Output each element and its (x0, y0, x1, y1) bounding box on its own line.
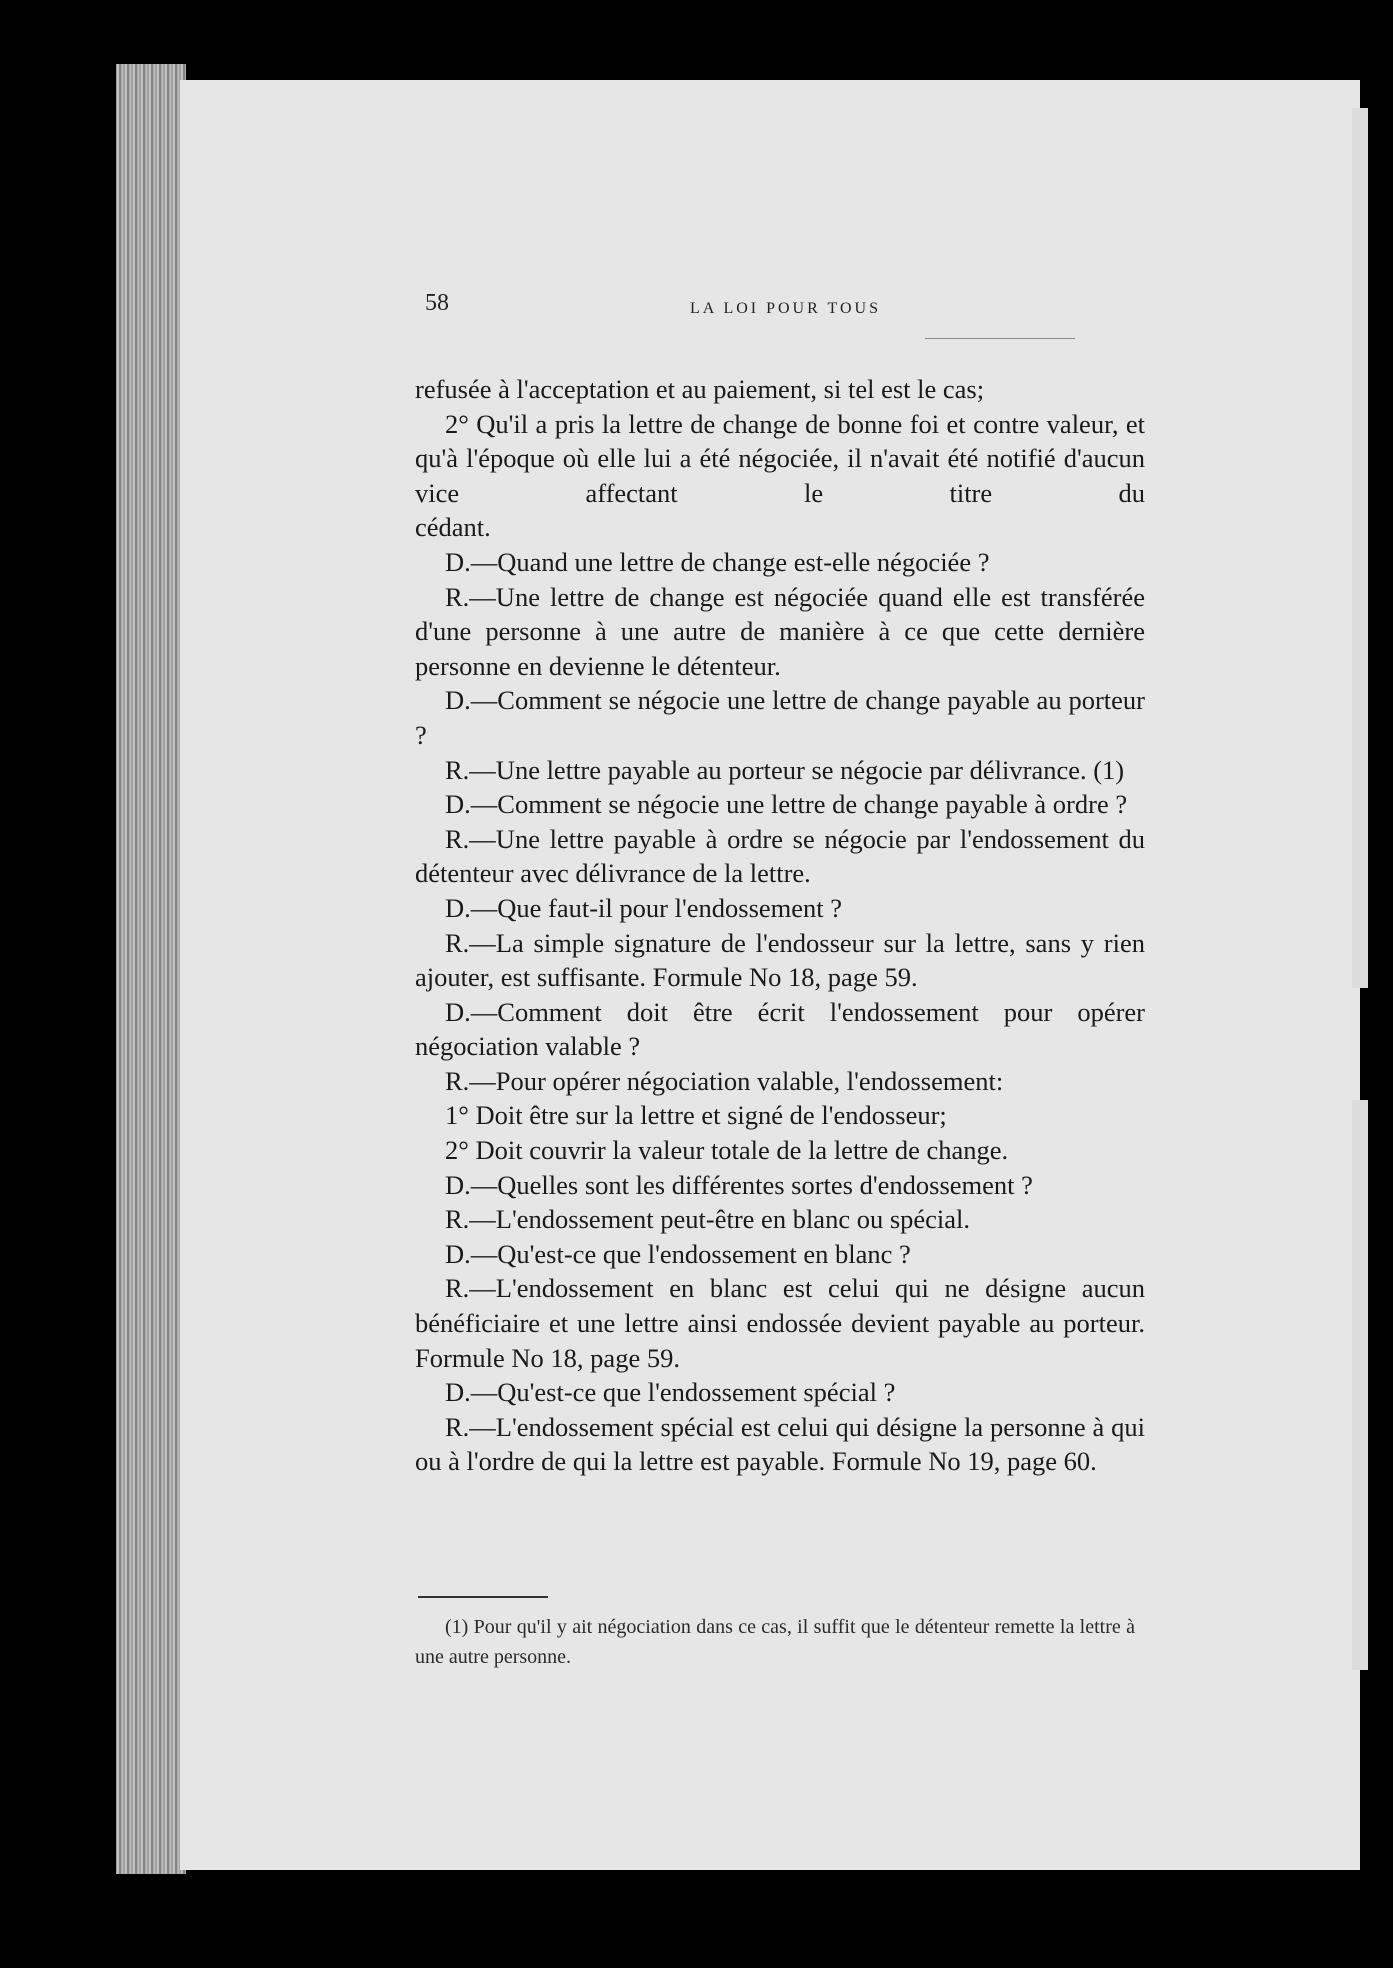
facing-page-edge-bottom (1352, 1100, 1368, 1670)
answer: R.—Une lettre payable au porteur se négocie par délivrance. (1) (445, 754, 1125, 785)
paragraph: cédant. (415, 512, 491, 543)
book-page-edges (116, 64, 186, 1874)
answer: R.—L'endossement en blanc est celui qui ne désigne aucun bénéficiaire et une lettre ainsi endossée devient payable au porteur. Formule No 18, page 59. (415, 1273, 1145, 1373)
question: D.—Comment se négocie une lettre de change payable au porteur ? (415, 685, 1145, 750)
question: D.—Que faut-il pour l'endossement ? (445, 892, 843, 923)
page-number: 58 (425, 290, 449, 316)
question: D.—Qu'est-ce que l'endossement spécial ? (445, 1377, 896, 1408)
answer: R.—Pour opérer négociation valable, l'endossement: (445, 1065, 1004, 1096)
question: D.—Quelles sont les différentes sortes d'endossement ? (445, 1169, 1033, 1200)
answer: R.—Une lettre de change est négociée quand elle est transférée d'une personne à une autre de manière à ce que cette dernière personne en devienne le détenteur. (415, 581, 1145, 681)
body-text (415, 372, 1145, 1479)
list-item: 2° Doit couvrir la valeur totale de la lettre de change. (445, 1135, 1009, 1166)
footnote (415, 1612, 1135, 1672)
list-item: 1° Doit être sur la lettre et signé de l'endosseur; (445, 1100, 947, 1131)
running-title: LA LOI POUR TOUS (690, 300, 881, 317)
answer: R.—L'endossement spécial est celui qui désigne la personne à qui ou à l'ordre de qui la lettre est payable. Formule No 19, page 60. (415, 1411, 1145, 1477)
header-rule (925, 338, 1075, 339)
question: D.—Comment se négocie une lettre de change payable à ordre ? (445, 789, 1128, 820)
answer: R.—Une lettre payable à ordre se négocie par l'endossement du détenteur avec délivrance de la lettre. (415, 823, 1145, 889)
question: D.—Comment doit être écrit l'endossement pour opérer négociation valable ? (415, 996, 1145, 1062)
answer: R.—L'endossement peut-être en blanc ou spécial. (445, 1204, 971, 1235)
paragraph: 2° Qu'il a pris la lettre de change de bonne foi et contre valeur, et qu'à l'époque où elle lui a été négociée, il n'avait été notifié d'aucun vice affectant le titre du (415, 408, 1145, 508)
footnote-text: (1) Pour qu'il y ait négociation dans ce cas, il suffit que le détenteur remette la lettre à une autre personne. (415, 1616, 1135, 1668)
answer: R.—La simple signature de l'endosseur sur la lettre, sans y rien ajouter, est suffisante. Formule No 18, page 59. (415, 927, 1145, 993)
question: D.—Qu'est-ce que l'endossement en blanc ? (445, 1238, 911, 1269)
footnote-rule (418, 1596, 548, 1598)
question: D.—Quand une lettre de change est-elle négociée ? (445, 546, 990, 577)
facing-page-edge-top (1352, 108, 1368, 988)
page-header (425, 290, 1150, 330)
paragraph: refusée à l'acceptation et au paiement, si tel est le cas; (415, 374, 985, 404)
